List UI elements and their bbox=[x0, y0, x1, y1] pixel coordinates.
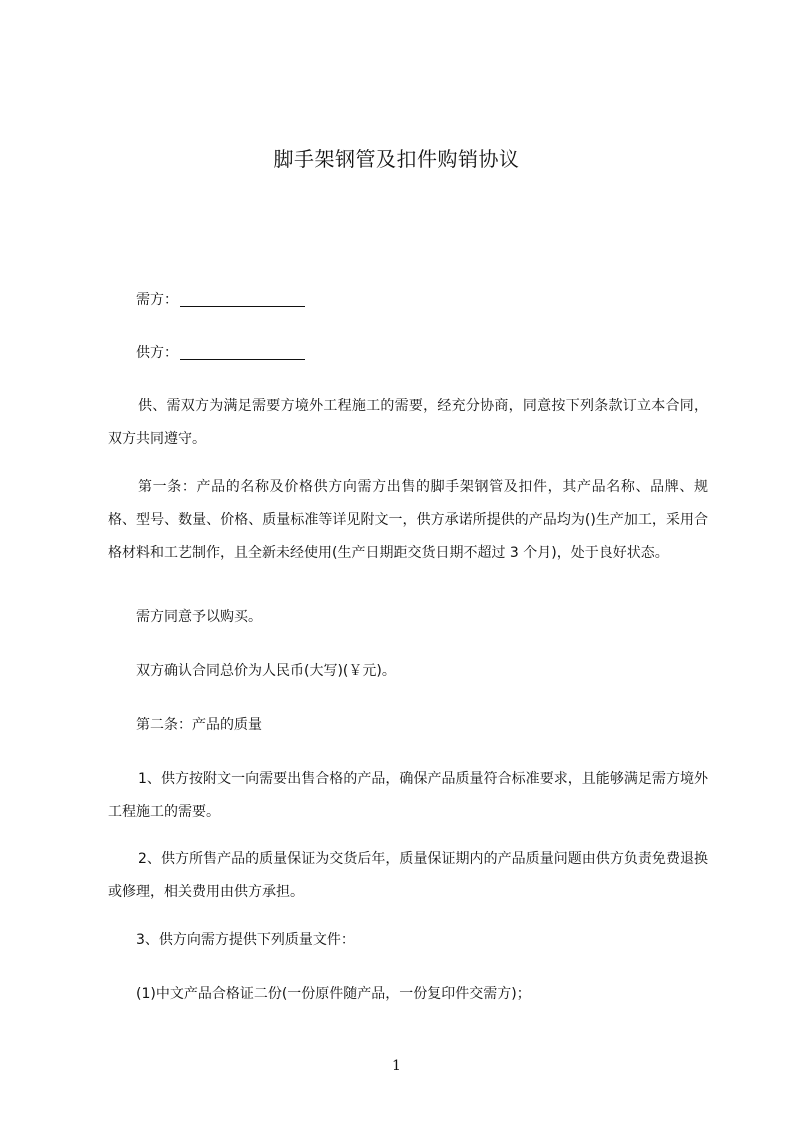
supplier-blank-line bbox=[180, 347, 305, 360]
paragraph-article-1: 第一条：产品的名称及价格供方向需方出售的脚手架钢管及扣件，其产品名称、品牌、规格、型号、数量、价格、质量标准等详见附文一，供方承诺所提供的产品均为()生产加工，采用合格材料和工艺制作，且全新未经使用(生产日期距交货日期不超过 3 个月)，处于良好状态。 bbox=[108, 479, 708, 561]
paragraph-quality-1: 1、供方按附文一向需要出售合格的产品，确保产品质量符合标准要求，且能够满足需方境外工程施工的需要。 bbox=[108, 771, 708, 820]
buyer-field bbox=[136, 293, 305, 307]
supplier-label: 供方： bbox=[136, 345, 178, 361]
paragraph-quality-3: 3、供方向需方提供下列质量文件： bbox=[136, 932, 355, 948]
buyer-label: 需方： bbox=[136, 292, 178, 308]
paragraph-quality-3-item-1: (1)中文产品合格证二份(一份原件随产品，一份复印件交需方)； bbox=[136, 986, 531, 1002]
paragraph-quality-2: 2、供方所售产品的质量保证为交货后年，质量保证期内的产品质量问题由供方负责免费退换或修理，相关费用由供方承担。 bbox=[108, 851, 708, 900]
page-number: 1 bbox=[392, 1058, 401, 1074]
paragraph-article-2-heading: 第二条：产品的质量 bbox=[136, 717, 262, 733]
paragraph-buyer-agrees: 需方同意予以购买。 bbox=[136, 609, 262, 625]
buyer-blank-line bbox=[180, 294, 305, 307]
paragraph-intro: 供、需双方为满足需要方境外工程施工的需要，经充分协商，同意按下列条款订立本合同，双方共同遵守。 bbox=[108, 398, 708, 447]
supplier-field bbox=[136, 346, 305, 360]
paragraph-total-price: 双方确认合同总价为人民币(大写)(￥元)。 bbox=[136, 663, 396, 679]
document-title: 脚手架钢管及扣件购销协议 bbox=[273, 147, 520, 171]
